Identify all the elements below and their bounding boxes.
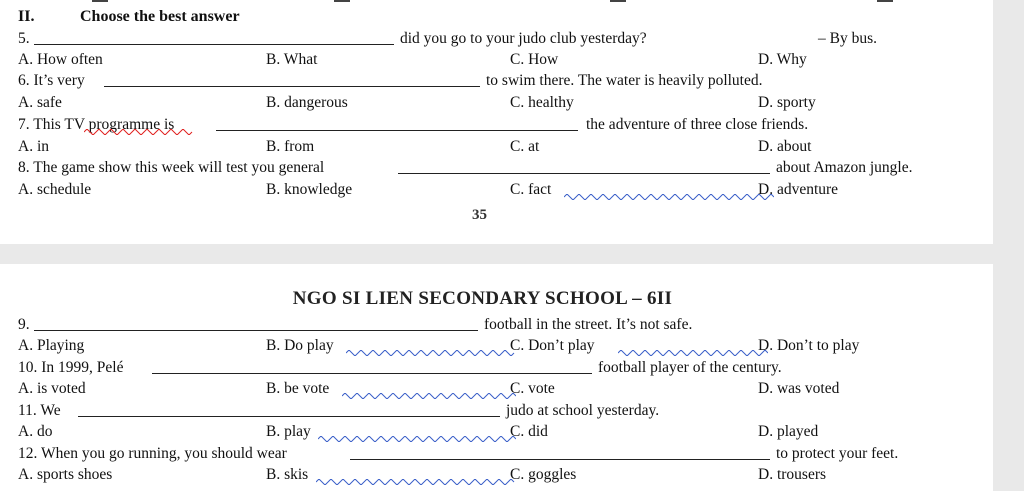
option-c[interactable]: C. Don’t play <box>510 337 595 354</box>
option-d[interactable]: D. sporty <box>758 94 816 111</box>
answer-blank <box>216 130 578 131</box>
answer-blank <box>78 416 500 417</box>
option-d[interactable]: D. adventure <box>758 181 839 198</box>
option-a[interactable]: A. schedule <box>18 181 92 198</box>
option-c[interactable]: C. at <box>510 138 540 155</box>
option-c[interactable]: C. fact <box>510 181 552 198</box>
question-text: football in the street. It’s not safe. <box>484 316 693 333</box>
option-b[interactable]: B. be vote <box>266 380 330 397</box>
question-text: to protect your feet. <box>776 445 899 462</box>
option-d[interactable]: D. Don’t to play <box>758 337 860 354</box>
options-5 <box>18 50 993 70</box>
options-11 <box>18 422 993 442</box>
page-edge-mark <box>610 0 626 2</box>
option-a[interactable]: A. is voted <box>18 380 86 397</box>
option-c[interactable]: C. vote <box>510 380 555 397</box>
answer-blank <box>34 330 478 331</box>
option-d[interactable]: D. trousers <box>758 466 827 483</box>
grammar-underline <box>564 194 774 200</box>
option-d[interactable]: D. was voted <box>758 380 840 397</box>
options-12 <box>18 465 993 485</box>
question-text: the adventure of three close friends. <box>586 116 809 133</box>
page-number: 35 <box>472 207 487 223</box>
worksheet-page-1 <box>0 0 993 244</box>
question-stem: 5. <box>18 30 30 47</box>
option-a[interactable]: A. do <box>18 423 53 440</box>
grammar-underline <box>316 479 516 485</box>
question-stem: 10. In 1999, Pelé <box>18 359 124 376</box>
question-9 <box>18 315 993 335</box>
option-c[interactable]: C. healthy <box>510 94 574 111</box>
option-a[interactable]: A. Playing <box>18 337 85 354</box>
answer-blank <box>350 459 770 460</box>
options-7 <box>18 137 993 157</box>
options-9 <box>18 336 993 356</box>
grammar-underline <box>342 393 516 399</box>
options-10 <box>18 379 993 399</box>
question-text: did you go to your judo club yesterday? <box>400 30 647 47</box>
option-a[interactable]: A. How often <box>18 51 103 68</box>
option-c[interactable]: C. did <box>510 423 548 440</box>
question-text: to swim there. The water is heavily polluted. <box>486 72 763 89</box>
grammar-underline <box>618 350 768 356</box>
page-edge-mark <box>92 0 108 2</box>
question-stem: 7. This TV programme is <box>18 116 175 133</box>
option-c[interactable]: C. goggles <box>510 466 577 483</box>
option-a[interactable]: A. sports shoes <box>18 466 113 483</box>
spellcheck-underline <box>84 129 194 135</box>
question-stem: 12. When you go running, you should wear <box>18 445 287 462</box>
option-d[interactable]: D. played <box>758 423 819 440</box>
grammar-underline <box>346 350 516 356</box>
option-b[interactable]: B. What <box>266 51 318 68</box>
answer-blank <box>104 86 480 87</box>
question-text: about Amazon jungle. <box>776 159 913 176</box>
question-stem: 11. We <box>18 402 61 419</box>
question-5 <box>18 29 993 49</box>
question-answer-hint: – By bus. <box>818 30 877 47</box>
section-title: Choose the best answer <box>80 8 240 25</box>
question-11 <box>18 401 993 421</box>
grammar-underline <box>318 436 516 442</box>
worksheet-page-2 <box>0 264 993 491</box>
question-7 <box>18 115 993 135</box>
question-text: judo at school yesterday. <box>506 402 660 419</box>
option-c[interactable]: C. How <box>510 51 559 68</box>
option-b[interactable]: B. play <box>266 423 311 440</box>
page-edge-mark <box>334 0 350 2</box>
question-10 <box>18 358 993 378</box>
question-stem: 6. It’s very <box>18 72 85 89</box>
option-d[interactable]: D. Why <box>758 51 807 68</box>
question-8 <box>18 158 993 178</box>
option-b[interactable]: B. Do play <box>266 337 334 354</box>
section-heading <box>18 8 240 26</box>
question-12 <box>18 444 993 464</box>
page-edge-mark <box>877 0 893 2</box>
answer-blank <box>152 373 592 374</box>
question-6 <box>18 71 993 91</box>
question-stem: 8. The game show this week will test you general <box>18 159 325 176</box>
school-title: NGO SI LIEN SECONDARY SCHOOL – 6II <box>292 288 673 309</box>
option-d[interactable]: D. about <box>758 138 812 155</box>
option-a[interactable]: A. safe <box>18 94 62 111</box>
option-b[interactable]: B. knowledge <box>266 181 353 198</box>
option-a[interactable]: A. in <box>18 138 49 155</box>
option-b[interactable]: B. skis <box>266 466 309 483</box>
answer-blank <box>398 173 770 174</box>
option-b[interactable]: B. dangerous <box>266 94 348 111</box>
section-number: II. <box>18 8 35 25</box>
question-stem: 9. <box>18 316 30 333</box>
question-text: football player of the century. <box>598 359 782 376</box>
option-b[interactable]: B. from <box>266 138 315 155</box>
options-6 <box>18 93 993 113</box>
answer-blank <box>34 44 394 45</box>
options-8 <box>18 180 993 200</box>
